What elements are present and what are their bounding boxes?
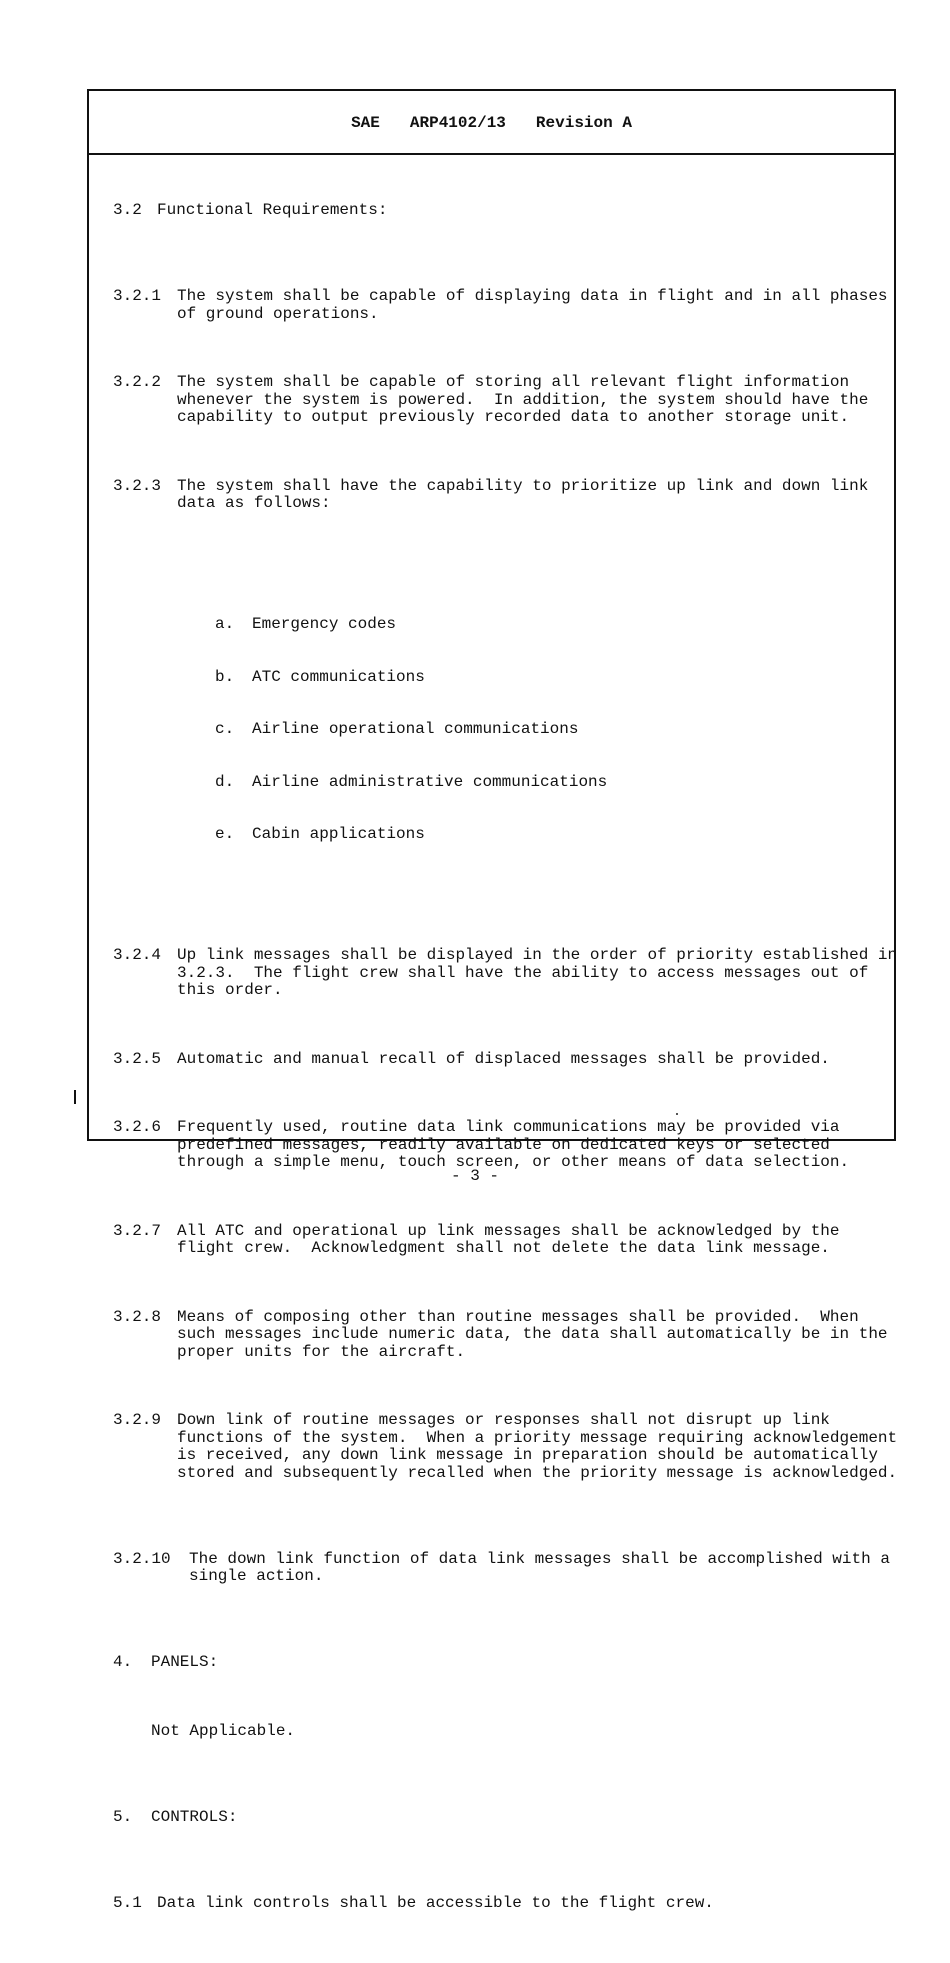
paragraph-5-1 [113, 1895, 874, 1913]
section-title: CONTROLS: [151, 1807, 238, 1826]
paragraph-3-2-3 [113, 478, 874, 513]
paragraph-3-2-6 [113, 1119, 874, 1172]
paragraph-number: 5.1 [113, 1893, 142, 1912]
list-item [215, 721, 874, 739]
paragraph-number: 3.2.6 [113, 1118, 162, 1136]
document-body [113, 167, 898, 1963]
page-number: - 3 - [450, 1167, 499, 1185]
priority-list [215, 581, 874, 879]
paragraph-number: 3.2.10 [113, 1549, 171, 1568]
paragraph-number: 3.2.3 [113, 476, 162, 495]
scan-artifact-mark [74, 1090, 76, 1104]
list-item [215, 774, 874, 792]
scan-artifact-speck [676, 1113, 678, 1115]
list-text: Airline administrative communications [252, 772, 608, 791]
document-header [89, 91, 894, 155]
paragraph-number: 3.2.9 [113, 1411, 162, 1429]
paragraph-text: The down link function of data link messages shall be accomplished with a single action. [189, 1549, 890, 1585]
paragraph-text: Up link messages shall be displayed in the order of priority established in 3.2.3. The flight crew shall have the ability to access messages out of this order. [177, 946, 898, 999]
paragraph-text: Automatic and manual recall of displaced messages shall be provided. [177, 1049, 830, 1068]
section-3-2-heading [113, 202, 874, 220]
list-letter: c. [215, 720, 235, 738]
paragraph-3-2-4 [113, 946, 898, 1000]
list-item [215, 826, 874, 844]
header-org: SAE [351, 114, 380, 132]
list-item [215, 616, 874, 634]
header-revision: Revision A [535, 114, 632, 132]
list-text: Cabin applications [252, 825, 425, 843]
paragraph-3-2-1 [113, 287, 888, 323]
list-text: ATC communications [252, 667, 425, 686]
paragraph-number: 3.2.5 [113, 1049, 162, 1068]
paragraph-text: All ATC and operational up link messages shall be acknowledged by the flight crew. Acknowledgment shall not delete the data link message. [177, 1221, 840, 1257]
section-number: 5. [113, 1807, 133, 1826]
paragraph-number: 3.2.7 [113, 1221, 162, 1240]
list-letter: e. [215, 825, 235, 843]
section-number: 4. [113, 1653, 133, 1671]
paragraph-text: The system shall be capable of storing all relevant flight information whenever the system is powered. In addition, the system should have the capability to output previously recorded data to another storage unit. [177, 373, 869, 426]
section-5-heading [113, 1809, 874, 1827]
section-number: 3.2 [113, 201, 142, 219]
section-title: Functional Requirements: [157, 201, 388, 219]
paragraph-3-2-8 [113, 1307, 888, 1362]
list-letter: d. [215, 772, 235, 791]
list-letter: b. [215, 667, 235, 686]
paragraph-number: 3.2.8 [113, 1307, 162, 1326]
list-text: Airline operational communications [252, 720, 579, 738]
paragraph-text: Frequently used, routine data link communications may be provided via predefined messages, readily available on dedicated keys or selected through a simple menu, touch screen, or other means of data selection. [177, 1118, 850, 1171]
paragraph-3-2-9 [113, 1411, 898, 1482]
paragraph-3-2-10 [113, 1549, 890, 1586]
section-4-heading [113, 1654, 874, 1672]
list-text: Emergency codes [252, 615, 397, 633]
paragraph-number: 3.2.1 [113, 287, 162, 305]
paragraph-text: The system shall be capable of displaying data in flight and in all phases of ground operations. [177, 287, 888, 323]
paragraph-number: 3.2.4 [113, 946, 162, 964]
list-letter: a. [215, 615, 235, 633]
header-doc-id: ARP4102/13 [409, 114, 506, 132]
paragraph-3-2-7 [113, 1223, 874, 1258]
paragraph-text: Means of composing other than routine messages shall be provided. When such messages include numeric data, the data shall automatically be in the proper units for the aircraft. [177, 1307, 888, 1361]
page-frame [87, 89, 898, 1912]
section-title: PANELS: [151, 1653, 219, 1671]
section-4-body: Not Applicable. [151, 1721, 296, 1740]
paragraph-3-2-2 [113, 374, 874, 427]
paragraph-number: 3.2.2 [113, 373, 162, 391]
list-item [215, 669, 874, 687]
paragraph-text: Down link of routine messages or responses shall not disrupt up link functions of the system. When a priority message requiring acknowledgement is received, any down link message in preparation should be automatically stored and subsequently recalled when the priority message is acknowledged. [177, 1411, 898, 1482]
paragraph-text: Data link controls shall be accessible to the flight crew. [157, 1893, 714, 1912]
paragraph-3-2-5 [113, 1051, 874, 1069]
paragraph-text: The system shall have the capability to prioritize up link and down link data as follows: [177, 476, 869, 512]
